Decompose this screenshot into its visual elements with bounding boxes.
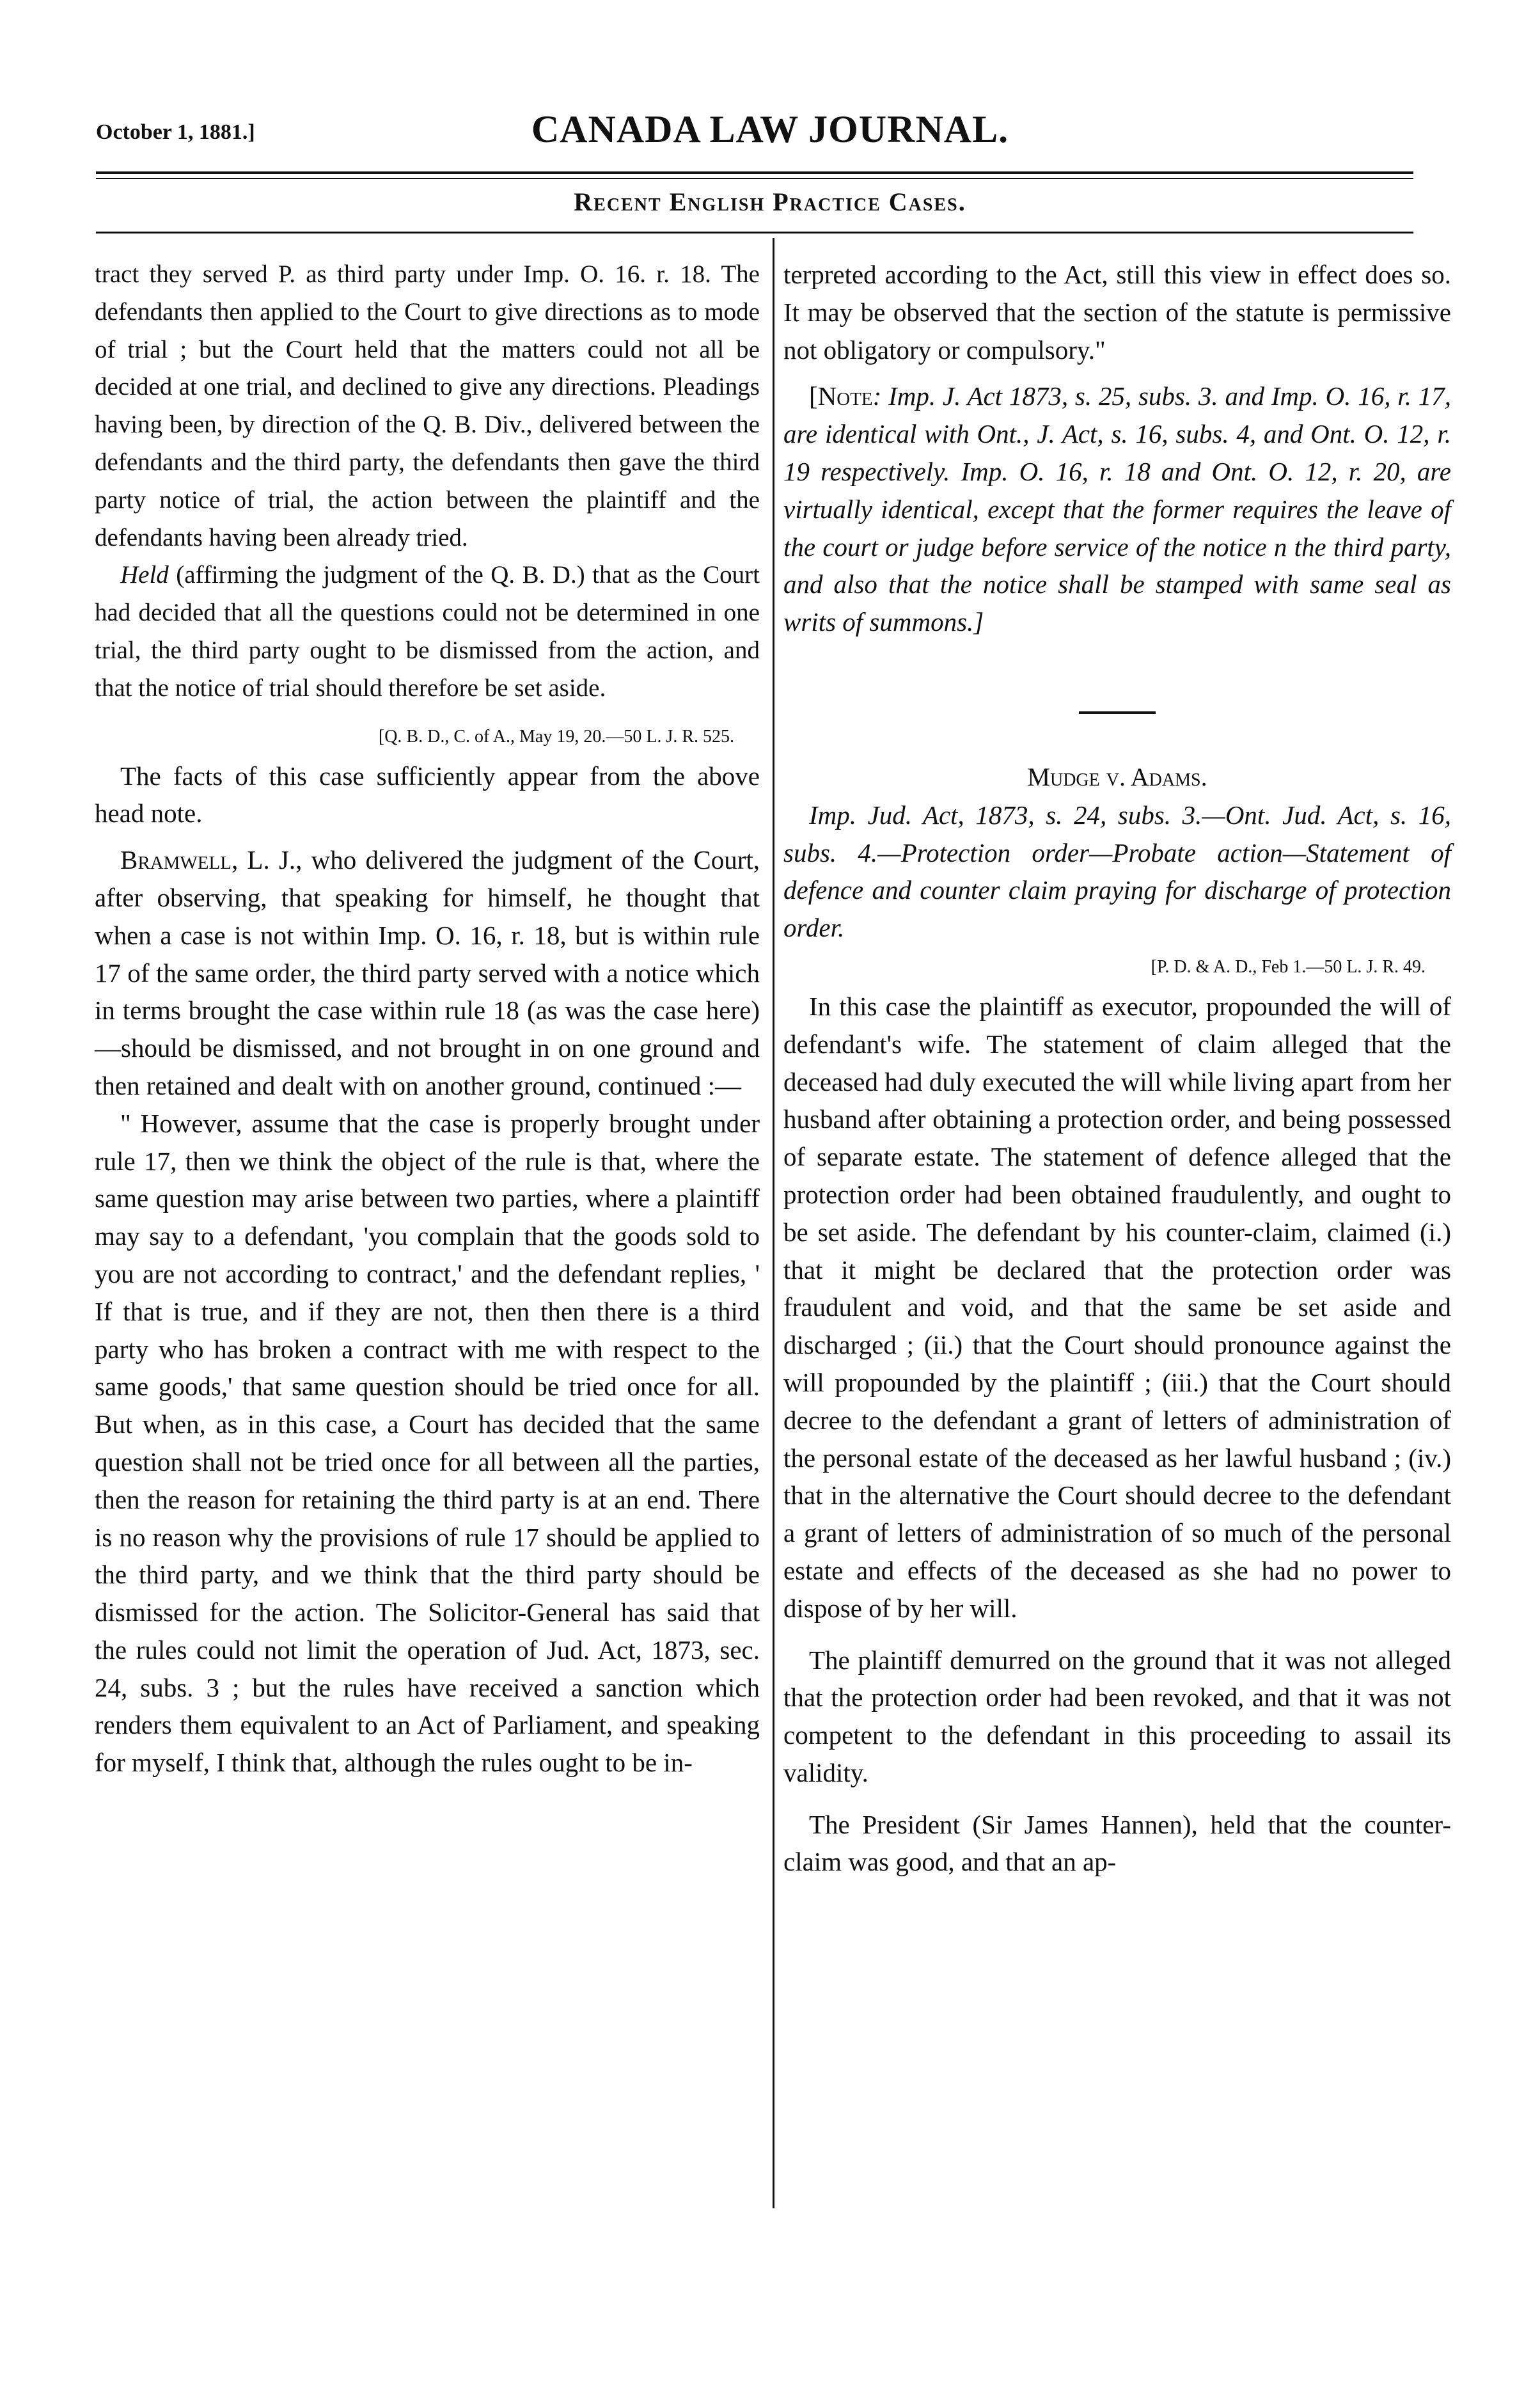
header-rule-thick — [96, 171, 1413, 174]
editor-note — [783, 377, 1451, 641]
right-continued-paragraph: terpreted according to the Act, still this view in effect does so. It may be observed that the section of the statute is permissive not obligatory or compulsory." — [783, 260, 1451, 365]
judge-name: Bramwell — [120, 845, 232, 875]
section-rule — [96, 232, 1413, 233]
bramwell-text: , L. J., who delivered the judgment of the Court, after observing, that speaking for himself, he thought that when a case is not within Imp. O. 16, r. 18, but is within rule 17 of the same order, the third party served with a notice which in terms brought the case within rule 18 (as was the case here) —should be dismissed, and not brought in on one ground and then retained and dealt with on another ground, continued :— — [95, 845, 760, 1100]
right-holding-paragraph: The President (Sir James Hannen), held that the counter-claim was good, and that an ap- — [783, 1809, 1451, 1877]
note-label: [Note — [809, 381, 873, 411]
left-held-paragraph — [95, 557, 760, 707]
left-bramwell-paragraph — [95, 841, 760, 1105]
note-text: : Imp. J. Act 1873, s. 25, subs. 3. and Imp. O. 16, r. 17, are identical with Ont., J. Act, s. 16, subs. 4, and Ont. O. 12, r. 19 respectively. Imp. O. 16, r. 18 and Ont. O. 12, r. 20, are virtually identical, except that the former requires the leave of the court or judge before service of the notice n the third party, and also that the notice shall be stamped with same seal as writs of summons.] — [783, 381, 1451, 637]
case-title: Mudge v. Adams. — [1027, 762, 1207, 791]
held-word: Held — [120, 561, 169, 589]
right-citation: [P. D. & A. D., Feb 1.—50 L. J. R. 49. — [1151, 956, 1426, 977]
left-citation: [Q. B. D., C. of A., May 19, 20.—50 L. J. R. 525. — [378, 726, 734, 747]
left-column — [95, 256, 760, 1782]
left-facts-paragraph: The facts of this case sufficiently appear from the above head note. — [95, 761, 760, 828]
right-facts-paragraph: In this case the plaintiff as executor, propounded the will of defendant's wife. The statement of claim alleged that the deceased had duly executed the will while living apart from her husband after obtaining a protection order, and being possessed of separate estate. The statement of defence alleged that the protection order had been obtained fraudulently, and ought to be set aside. The defendant by his counter-claim, claimed (i.) that it might be declared that the protection order was fraudulent and void, and that the same be set aside and discharged ; (ii.) that the Court should pronounce against the will propounded by the plaintiff ; (iii.) that the Court should decree to the defendant a grant of letters of administration of the personal estate of the deceased as her lawful husband ; (iv.) that in the alternative the Court should decree to the defendant a grant of letters of administration of so much of the personal estate and effects of the deceased as she had no power to dispose of by her will. — [783, 991, 1451, 1623]
section-title: Recent English Practice Cases. — [574, 187, 966, 216]
column-divider — [773, 238, 774, 2208]
left-quote-paragraph: " However, assume that the case is properly brought under rule 17, then we think the object of the rule is that, where the same question may arise between two parties, where a plaintiff may say to a defendant, 'you complain that the goods sold to you are not according to contract,' and the defendant replies, ' If that is true, and if they are not, then then there is a third party who has broken a contract with me with respect to the same goods,' that same question should be tried once for all. But when, as in this case, a Court has decided that the same question shall not be tried once for all between all the parties, then the reason for retaining the third party is at an end. There is no reason why the provisions of rule 17 should be applied to the third party, and we think that the third party should be dismissed for the action. The Solicitor-General has said that the rules could not limit the operation of Jud. Act, 1873, sec. 24, subs. 3 ; but the rules have received a sanction which renders them equivalent to an Act of Parliament, and speaking for myself, I think that, although the rules ought to be in- — [95, 1108, 760, 1778]
page-header-date: October 1, 1881.] — [96, 120, 255, 144]
case-separator-rule — [1079, 711, 1156, 714]
case-headnote: Imp. Jud. Act, 1873, s. 24, subs. 3.—Ont. Jud. Act, s. 16, subs. 4.—Protection order—Probate action—Statement of defence and counter claim praying for discharge of protection order. — [783, 800, 1451, 943]
journal-title: CANADA LAW JOURNAL. — [531, 108, 1009, 150]
header-rule-thin — [96, 178, 1413, 179]
held-text: (affirming the judgment of the Q. B. D.) that as the Court had decided that all the questions could not be determined in one trial, the third party ought to be dismissed from the action, and that the notice of trial should therefore be set aside. — [95, 561, 760, 702]
right-demurrer-paragraph: The plaintiff demurred on the ground that it was not alleged that the protection order had been revoked, and that it was not competent to the defendant in this proceeding to assail its validity. — [783, 1645, 1451, 1787]
left-headnote-continued: tract they served P. as third party under Imp. O. 16. r. 18. The defendants then applied to the Court to give directions as to mode of trial ; but the Court held that the matters could not all be decided at one trial, and declined to give any directions. Pleadings having been, by direction of the Q. B. Div., delivered between the defendants and the third party, the defendants then gave the third party notice of trial, the action between the plaintiff and the defendants having been already tried. — [95, 260, 760, 551]
right-column — [783, 256, 1451, 1881]
